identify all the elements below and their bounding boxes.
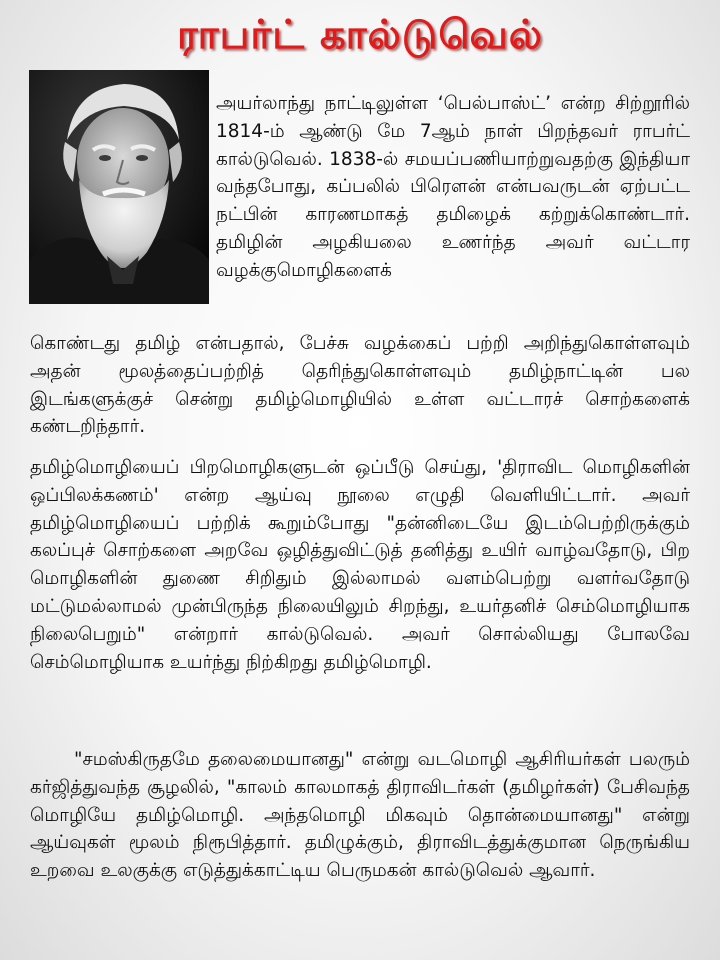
portrait-photo-icon — [29, 70, 209, 304]
conclusion-paragraph: "சமஸ்கிருதமே தலைமையானது" என்று வடமொழி ஆசிரியர்கள் பலரும் கர்ஜித்துவந்த சூழலில், "காலம் காலமாகத் திராவிடர்கள் (தமிழர்கள்) பேசிவந்த மொழியே தமிழ்மொழி. அந்தமொழி மிகவும் தொன்மையானது" என்று ஆய்வுகள் மூலம் நிரூபித்தார். தமிழுக்கும், திராவிடத்துக்குமான நெருங்கிய உறவை உலகுக்கு எடுத்துக்காட்டிய பெருமகன் கால்டுவெல் ஆவார். — [30, 749, 690, 882]
intro-paragraph-bottom: கொண்டது தமிழ் என்பதால், பேச்சு வழக்கைப் பற்றி அறிந்துகொள்ளவும் அதன் மூலத்தைப்பற்றித் தெரிந்துகொள்ளவும் தமிழ்நாட்டின் பல இடங்களுக்குச் சென்று தமிழ்மொழியில் உள்ள வட்டாரச் சொற்களைக் கண்டறிந்தார். — [30, 333, 690, 438]
portrait-photo — [29, 70, 209, 304]
grammar-paragraph: தமிழ்மொழியைப் பிறமொழிகளுடன் ஒப்பீடு செய்து, 'திராவிட மொழிகளின் ஒப்பிலக்கணம்' என்ற ஆய்வு நூலை எழுதி வெளியிட்டார். அவர் தமிழ்மொழியைப் பற்றிக் கூறும்போது "தன்னிடையே இடம்பெற்றிருக்கும் கலப்புச் சொற்களை அறவே ஒழித்துவிட்டுத் தனித்து உயிர் வாழ்வதோடு, பிற மொழிகளின் துணை சிறிதும் இல்லாமல் வளம்பெற்று வளர்வதோடு மட்டுமல்லாமல் முன்பிருந்த நிலையிலும் சிறந்து, உயர்தனிச் செம்மொழியாக நிலைபெறும்" என்றார் கால்டுவெல். அவர் சொல்லியது போலவே செம்மொழியாக உயர்ந்து நிற்கிறது தமிழ்மொழி. — [30, 457, 690, 673]
intro-paragraph-top: அயர்லாந்து நாட்டிலுள்ள ‘பெல்பாஸ்ட்’ என்ற சிற்றூரில் 1814-ம் ஆண்டு மே 7ஆம் நாள் பிறந்தவர் ராபர்ட் கால்டுவெல். 1838-ல் சமயப்பணியாற்றுவதற்கு இந்தியா வந்தபோது, கப்பலில் பிரௌன் என்பவருடன் ஏற்பட்ட நட்பின் காரணமாகத் தமிழைக் கற்றுக்கொண்டார். தமிழின் அழகியலை உணர்ந்த அவர் வட்டார வழக்குமொழிகளைக் — [216, 93, 690, 281]
page-title: ராபர்ட் கால்டுவெல் — [177, 12, 543, 58]
